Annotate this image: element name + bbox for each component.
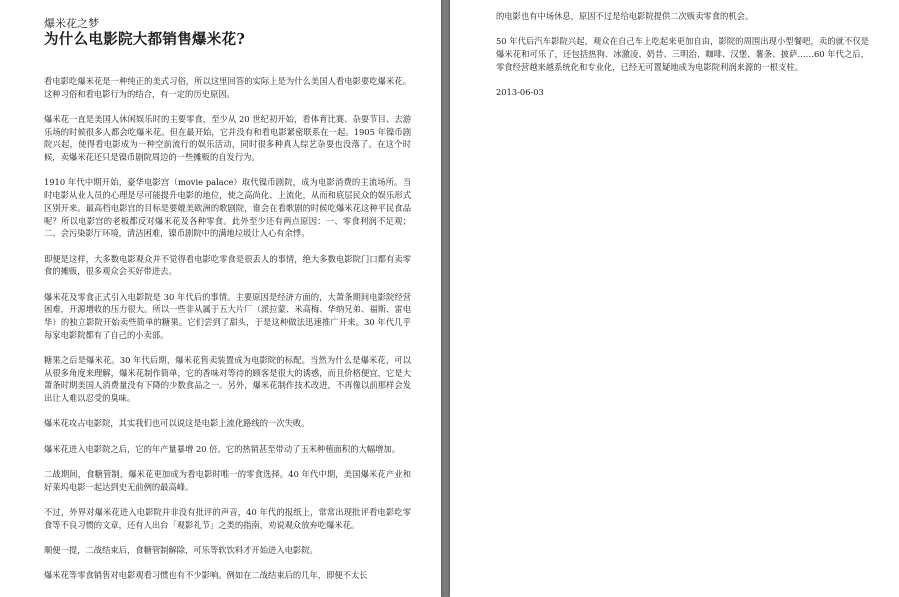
document-page-right [450, 0, 899, 597]
paragraph: 1910 年代中期开始，豪华电影宫（movie palace）取代镍币剧院，成为电影消费的主流场所。当时电影从业人员的心理是尽可能提升电影的地位，使之高尚化、上流化，从而和底层民众的娱乐形式区别开来。最高档电影宫的目标是要媲美欧洲的歌剧院，谁会在看歌剧的时候吃爆米花这种平民食品呢？所以电影宫的老板都反对爆米花及各种零食。此外至少还有两点原因：一、零食利润不足观；二、会污染影厅环境，清洁困难，镍币剧院中的满地垃圾让人心有余悸。 [44, 177, 411, 239]
article-subtitle: 爆米花之梦 [44, 17, 99, 30]
paragraph: 爆米花及零食正式引入电影院是 30 年代后的事情。主要原因是经济方面的，大萧条期间电影院经营困难，开源增收的压力很大。所以一些非从属于五大片厂（派拉蒙、米高梅、华纳兄弟、福斯、雷电华）的独立影院开始卖些简单的糖果。它们尝到了甜头，于是这种做法迅速推广开来。30 年代几乎每家电影院都有了自己的小卖部。 [44, 291, 411, 340]
paragraph: 看电影吃爆米花是一种纯正的美式习俗，所以这里回答的实际上是为什么美国人看电影要吃爆米花。这种习俗和看电影行为的结合，有一定的历史原因。 [44, 76, 411, 99]
document-page-left [0, 0, 441, 597]
paragraph: 二战期间，食糖管制，爆米花更加成为看电影时唯一的零食选择。40 年代中期，美国爆米花产业和好莱坞电影一起达到史无前例的最高峰。 [44, 468, 411, 492]
paragraph: 50 年代后汽车影院兴起，观众在自己车上吃起来更加自由，影院的周围出现小型餐吧，卖的就不仅是爆米花和可乐了，还包括热狗、冰激凌、奶昔、三明治、咖啡、汉堡、薯条、披萨……60 年代之后，零食经营越来越系统化和专业化，已经无可置疑地成为电影院利润来源的一根支柱。 [496, 36, 869, 72]
paragraph: 爆米花一直是美国人休闲娱乐时的主要零食，至少从 20 世纪初开始，看体育比赛、杂耍节目、去游乐场的时候很多人都会吃爆米花。但在最开始，它并没有和看电影紧密联系在一起。1905 年镍币剧院兴起，使得看电影成为一种空前流行的娱乐活动，同时很多种真人综艺杂耍也没落了。在这个时候，卖爆米花还只是镍币剧院周边的一些摊贩的自发行为。 [44, 114, 411, 163]
paragraph: 爆米花进入电影院之后，它的年产量暴增 20 倍。它的热销甚至带动了玉米种植面积的大幅增加。 [44, 443, 401, 454]
paragraph: 爆米花等零食销售对电影观看习惯也有不少影响。例如在二战结束后的几年，即便不太长 [44, 570, 368, 581]
paragraph: 即便是这样，大多数电影观众并不觉得看电影吃零食是很丢人的事情，绝大多数电影院门口都有卖零食的摊贩，很多观众会买好带进去。 [44, 253, 411, 277]
paragraph: 的电影也有中场休息，原因不过是给电影院提供二次贩卖零食的机会。 [496, 11, 754, 21]
paragraph: 爆米花攻占电影院，其实我们也可以说这是电影上流化路线的一次失败。 [44, 418, 310, 429]
paragraph: 不过，外界对爆米花进入电影院并非没有批评的声音，40 年代的报纸上，常常出现批评看电影吃零食等不良习惯的文章，还有人出台「观影礼节」之类的指南，劝说观众放弃吃爆米花。 [44, 506, 411, 530]
paragraph: 顺便一提，二战结束后，食糖管制解除，可乐等软饮料才开始进入电影院。 [44, 544, 318, 555]
article-title: 为什么电影院大都销售爆米花? [44, 31, 246, 48]
paragraph: 糖果之后是爆米花。30 年代后期，爆米花售卖装置成为电影院的标配。当然为什么是爆米花，可以从很多角度来理解，爆米花制作简单，它的香味对等待的顾客是很大的诱惑，而且价格便宜，它是大萧条时期美国人消费量没有下降的少数食品之一。另外，爆米花制作技术改进，不再像以前那样会发出让人难以忍受的臭味。 [44, 354, 411, 404]
article-date: 2013-06-03 [496, 87, 544, 97]
